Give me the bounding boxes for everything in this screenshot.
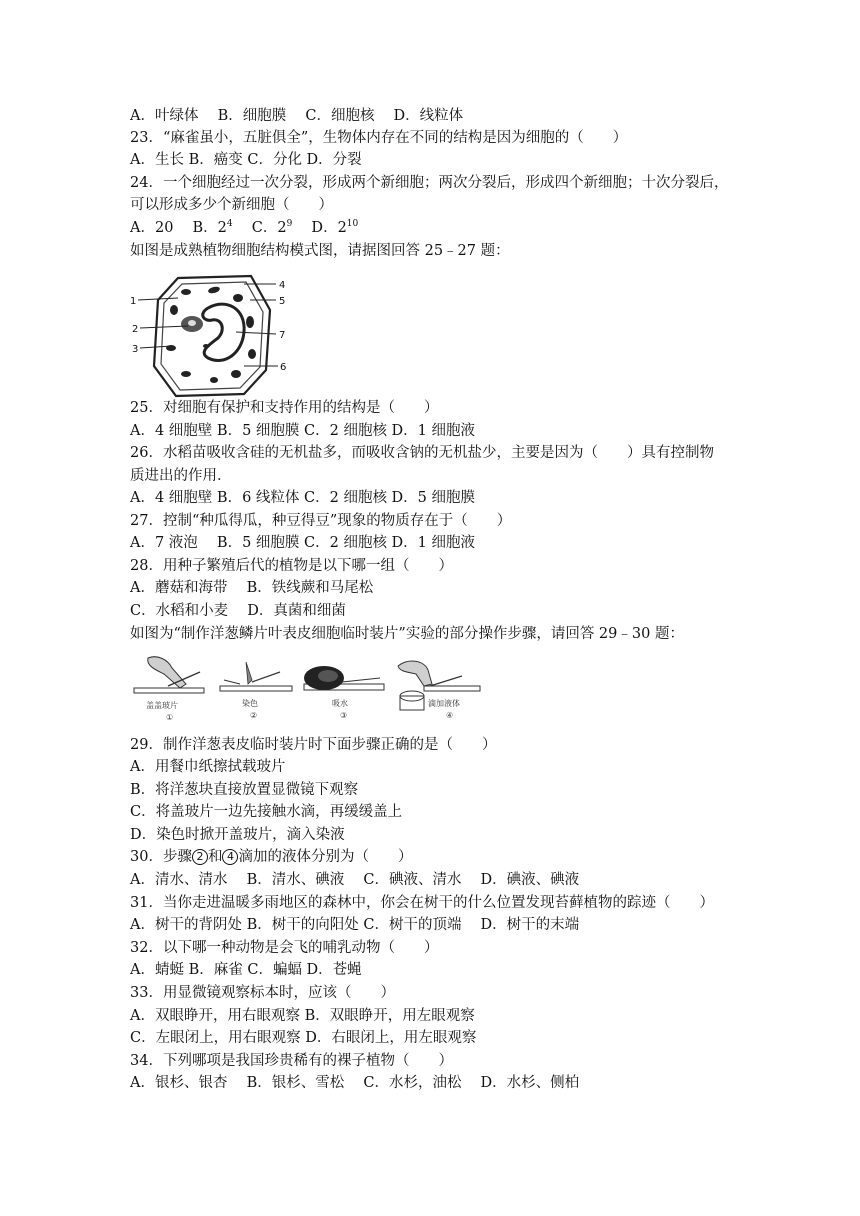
step-3-number: ③ [340, 711, 348, 720]
q24-stem-1: 24．一个细胞经过一次分裂，形成两个新细胞；两次分裂后，形成四个新细胞；十次分裂后， [130, 175, 729, 191]
q29-option-b: B．将洋葱块直接放置显微镜下观察 [130, 782, 359, 798]
q25-options: A．4 细胞壁 B．5 细胞膜 C．2 细胞核 D．1 细胞液 [130, 423, 476, 439]
q32-options: A．蜻蜓 B．麻雀 C．蝙蝠 D．苍蝇 [130, 962, 362, 978]
q34-options: A．银杉、银杏 B．银杉、雪松 C．水杉，油松 D．水杉、侧柏 [130, 1075, 580, 1091]
steps-figure-intro: 如图为“制作洋葱鳞片叶表皮细胞临时装片”实验的部分操作步骤，请回答 29﹣30 题： [130, 626, 684, 642]
cell-label-5: 5 [279, 296, 286, 307]
q30-stem: 30．步骤 2 和 4 滴加的液体分别为（ ） [130, 849, 413, 865]
step-1-caption: 盖盖玻片 [146, 701, 178, 710]
q29-stem: 29．制作洋葱表皮临时装片时下面步骤正确的是（ ） [130, 737, 497, 753]
q26-options: A．4 细胞壁 B．6 线粒体 C．2 细胞核 D．5 细胞膜 [130, 490, 476, 506]
q29-option-c: C．将盖玻片一边先接触水滴，再缓缓盖上 [130, 804, 403, 820]
step-1-panel [134, 657, 204, 722]
cell-label-7: 7 [279, 330, 286, 341]
q24-stem-2: 可以形成多少个新细胞（ ） [130, 197, 333, 213]
q23-stem: 23．“麻雀虽小，五脏俱全”，生物体内存在不同的结构是因为细胞的（ ） [130, 130, 628, 146]
step-2-caption: 染色 [242, 699, 258, 708]
step-4-caption: 滴加液体 [428, 699, 460, 708]
step-2-number: ② [250, 711, 258, 720]
cell-label-3: 3 [132, 344, 139, 355]
q23-options: A．生长 B．癌变 C．分化 D．分裂 [130, 152, 362, 168]
step-3-panel [304, 666, 384, 720]
step-4-number: ④ [446, 711, 454, 720]
cell-label-4: 4 [279, 280, 286, 291]
q29-option-d: D．染色时掀开盖玻片，滴入染液 [130, 827, 345, 843]
step-4-circle: 4 [222, 849, 238, 865]
step-1-number: ① [166, 713, 174, 722]
q33-stem: 33．用显微镜观察标本时，应该（ ） [130, 985, 395, 1001]
q32-stem: 32．以下哪一种动物是会飞的哺乳动物（ ） [130, 940, 439, 956]
q28-stem: 28．用种子繁殖后代的植物是以下哪一组（ ） [130, 558, 453, 574]
cell-label-1: 1 [130, 296, 137, 307]
step-2-circle: 2 [192, 849, 208, 865]
q31-options: A．树干的背阴处 B．树干的向阳处 C．树干的顶端 D．树干的末端 [130, 917, 580, 933]
q27-options: A．7 液泡 B．5 细胞膜 C．2 细胞核 D．1 细胞液 [130, 535, 476, 551]
q29-option-a: A．用餐巾纸擦拭载玻片 [130, 759, 286, 775]
q24-options: A．20 B．$2^4$ C．$2^9$ D．$2^{10}$ [130, 219, 359, 236]
q34-stem: 34．下列哪项是我国珍贵稀有的裸子植物（ ） [130, 1053, 453, 1069]
step-4-panel [398, 661, 480, 720]
cell-figure-intro: 如图是成熟植物细胞结构模式图，请据图回答 25﹣27 题： [130, 243, 510, 259]
cell-label-6: 6 [280, 362, 287, 373]
q30-options: A．清水、清水 B．清水、碘液 C．碘液、清水 D．碘液、碘液 [130, 872, 580, 888]
q22-options: A．叶绿体 B．细胞膜 C．细胞核 D．线粒体 [130, 108, 464, 124]
q28-options-2: C．水稻和小麦 D．真菌和细菌 [130, 603, 346, 619]
q31-stem: 31．当你走进温暖多雨地区的森林中，你会在树干的什么位置发现苔藓植物的踪迹（ ） [130, 895, 714, 911]
q27-stem: 27．控制“种瓜得瓜，种豆得豆”现象的物质存在于（ ） [130, 513, 512, 529]
q26-stem-1: 26．水稻苗吸收含硅的无机盐多，而吸收含钠的无机盐少，主要是因为（ ）具有控制物 [130, 445, 714, 461]
step-3-caption: 吸水 [332, 699, 348, 708]
step-2-panel [220, 662, 292, 720]
cell-label-2: 2 [132, 324, 139, 335]
q25-stem: 25．对细胞有保护和支持作用的结构是（ ） [130, 400, 439, 416]
plant-cell-diagram [126, 270, 296, 400]
q28-options-1: A．蘑菇和海带 B．铁线蕨和马尾松 [130, 580, 374, 596]
q33-options-1: A．双眼睁开，用右眼观察 B．双眼睁开，用左眼观察 [130, 1008, 475, 1024]
q33-options-2: C．左眼闭上，用右眼观察 D．右眼闭上，用左眼观察 [130, 1030, 477, 1046]
q26-stem-2: 质进出的作用． [130, 468, 232, 484]
slide-steps-diagram [128, 650, 484, 726]
